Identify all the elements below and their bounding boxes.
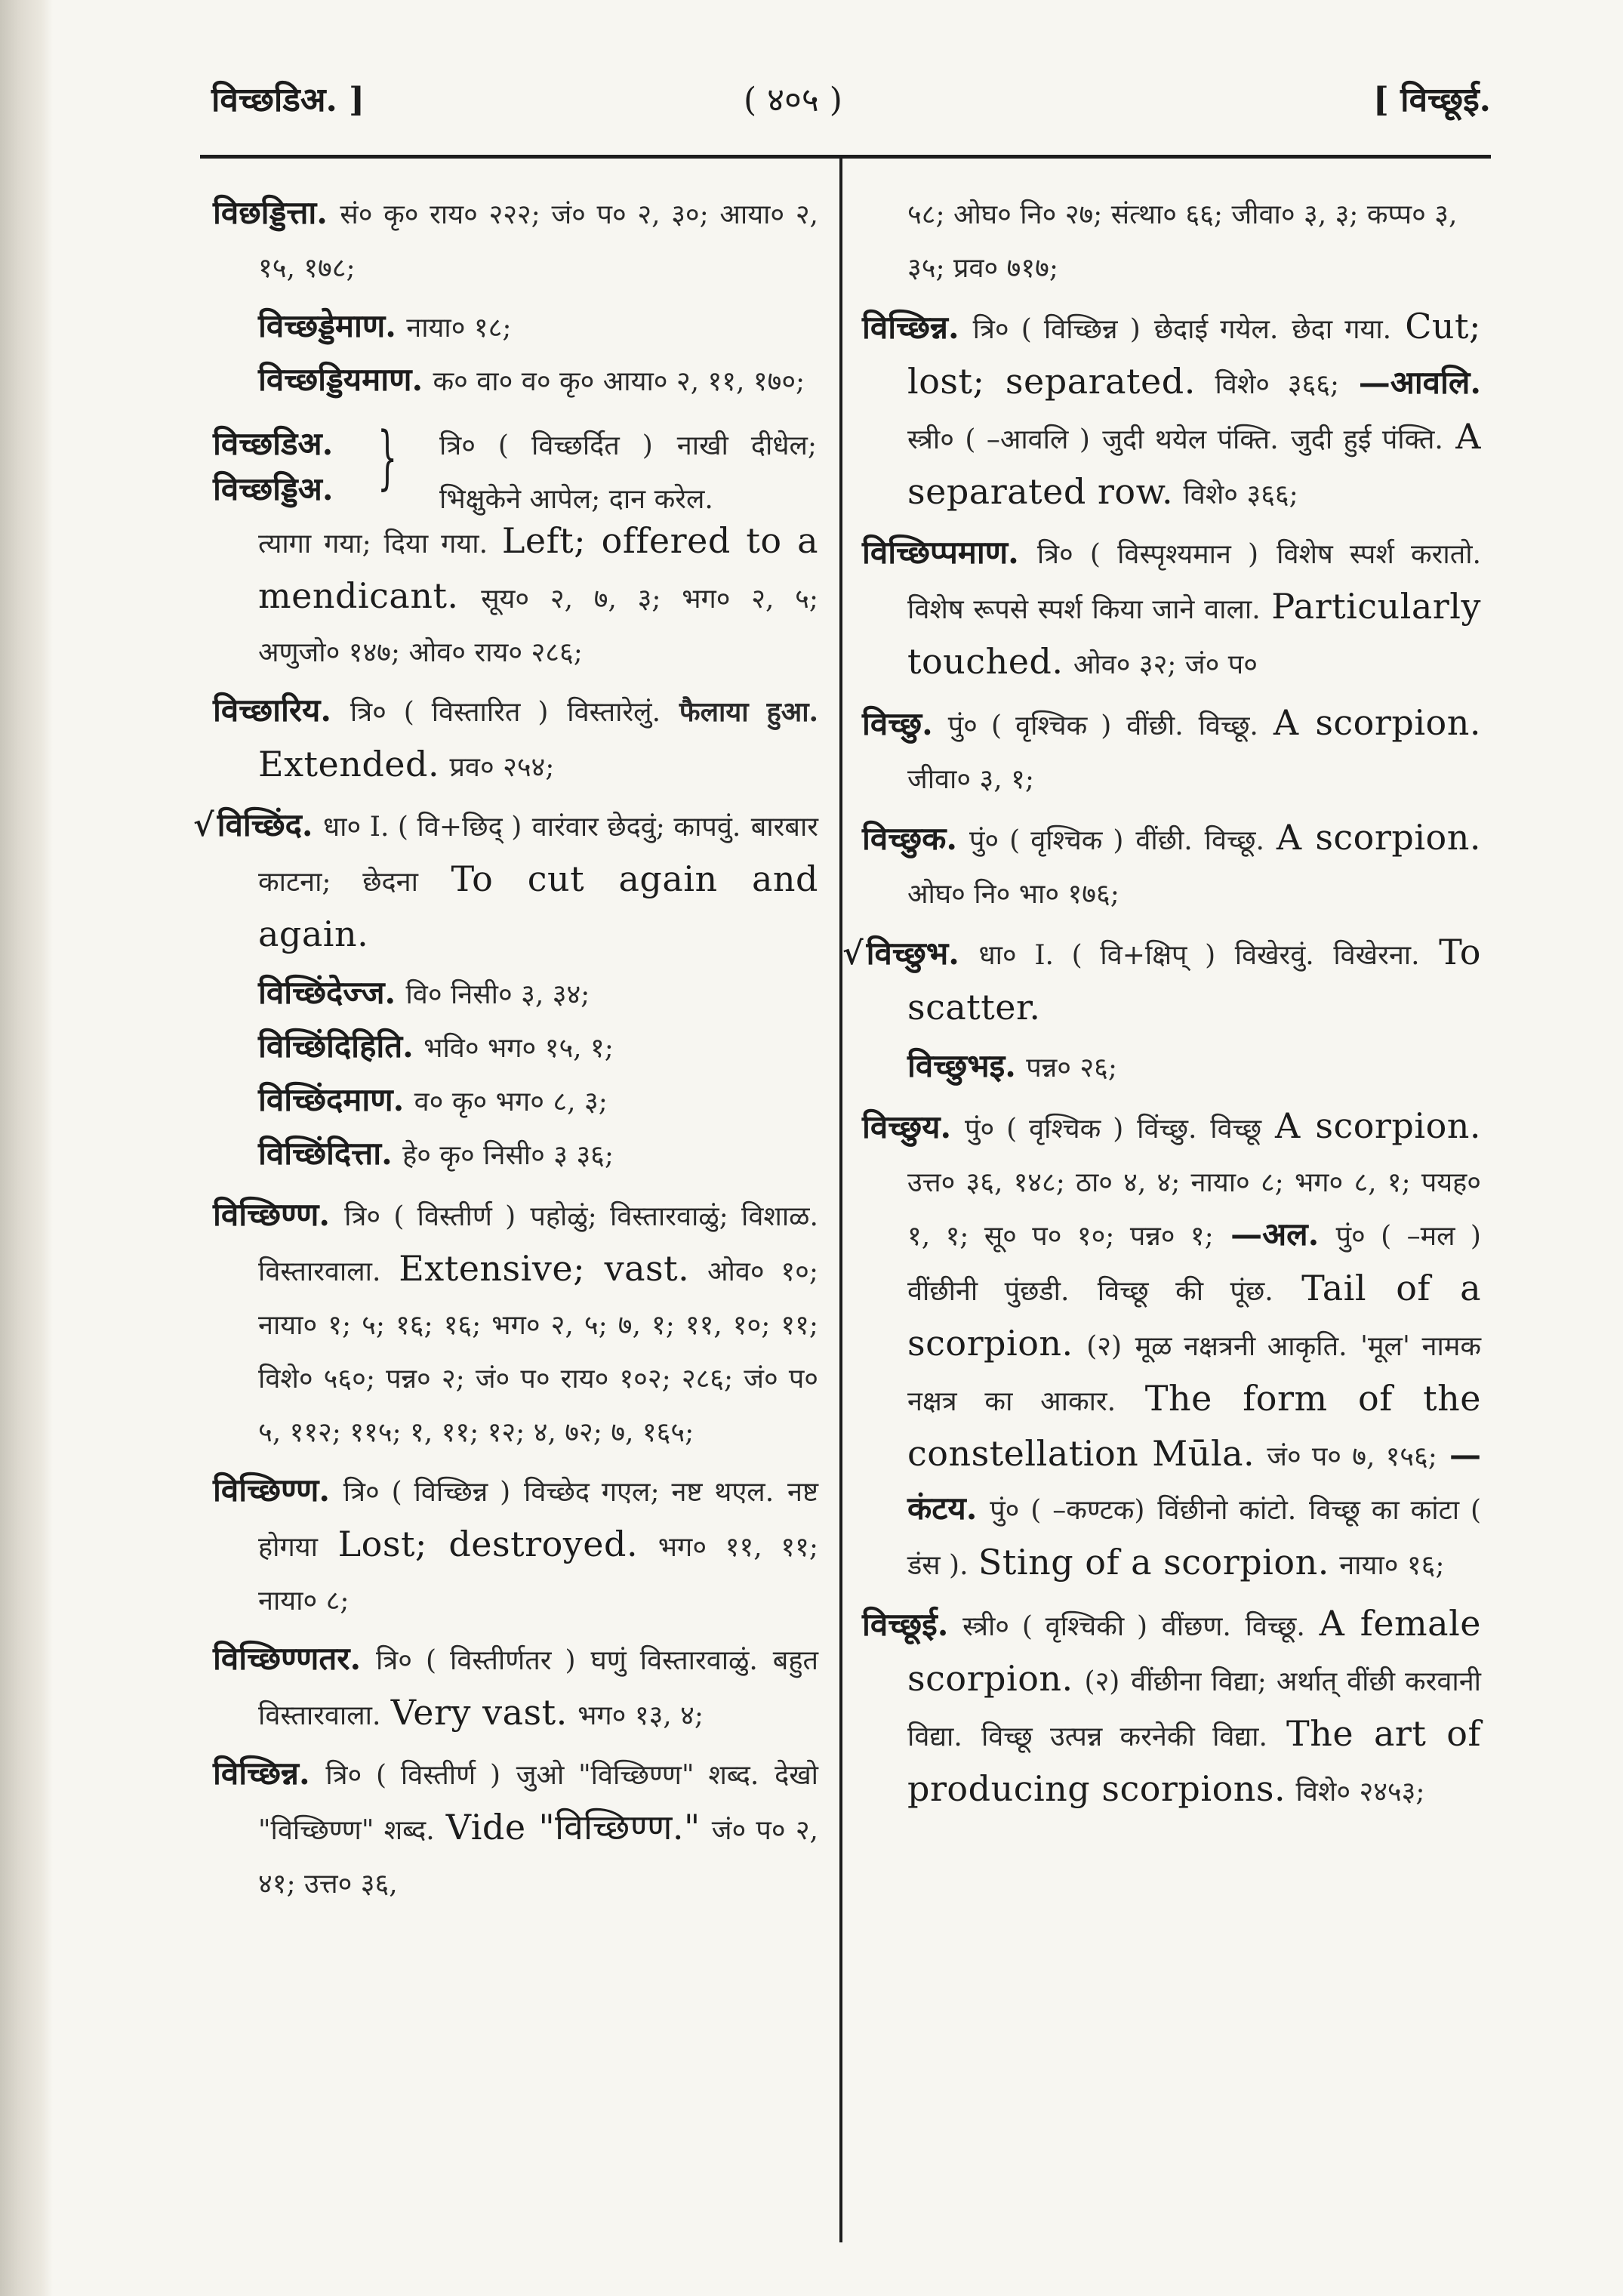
gujarati-gloss: विंछीनो कांटो. [1157, 1495, 1297, 1526]
hindi-gloss: विच्छू. [1198, 710, 1258, 741]
hindi-gloss: विच्छू. [1245, 1611, 1305, 1642]
headword: विच्छिंदित्ता. [258, 1135, 393, 1172]
reference: पन्न० २६; [1026, 1052, 1117, 1083]
reference: भवि० भग० १५, १; [423, 1033, 614, 1064]
english-gloss: A female scorpion. [907, 1603, 1482, 1699]
definition-continued [258, 515, 818, 679]
english-gloss: To cut again and again. [258, 858, 819, 954]
entry-vichhinna-extensive [213, 1189, 818, 1459]
reference: सूय० २, ७, ३; भग० २, ५; अणुजो० १४७; ओव० राय० २८६; [258, 584, 818, 668]
hindi-gloss: छेदा गया. [1292, 314, 1392, 345]
grammar: पुं० ( वृश्चिक ) [947, 710, 1112, 741]
right-column [842, 187, 1482, 1824]
reference: भग० १३, ४; [577, 1700, 704, 1731]
reference: जं० प० ७, १५६; [1267, 1441, 1437, 1472]
entry-vichhinna-vide [213, 1748, 818, 1910]
english-gloss: A separated row. [907, 416, 1481, 512]
hindi-gloss: 'मूल' नामक नक्षत्र का आकार. [907, 1331, 1481, 1417]
hindi-gloss: विच्छू [1210, 1114, 1262, 1145]
page-header [200, 60, 1491, 143]
hindi-gloss: त्यागा गया; दिया गया. [258, 529, 488, 559]
headword: विच्छिंद. [217, 806, 313, 843]
english-gloss: Particularly touched. [907, 586, 1481, 682]
left-column [193, 187, 819, 1916]
english-gloss: Left; offered to a mendicant. [258, 520, 819, 616]
column-divider [839, 159, 842, 2242]
gujarati-gloss: विशेष स्पर्श करातो. [1277, 539, 1481, 570]
header-first-word: विच्छडिअ. ] [211, 81, 365, 119]
reference: ओव० ३२; जं० प० [1073, 649, 1258, 680]
entry-vichhuya [862, 1100, 1481, 1592]
reference: जीवा० ३, १; [907, 764, 1034, 795]
grammar: धा० I. ( वि+छिद् ) [323, 812, 522, 843]
grammar: पुं० ( वृश्चिक ) [965, 1114, 1124, 1145]
headword: विच्छिंदमाण. [258, 1081, 405, 1118]
entry-vichhu [862, 697, 1481, 806]
headword: विच्छुभ. [866, 935, 959, 972]
headword: विच्छु. [862, 705, 933, 742]
reference: विशे० ३६६; [1215, 369, 1340, 400]
subentry [213, 1021, 818, 1074]
hindi-gloss: विस्तारवाला. [258, 1256, 381, 1287]
headword: विछड्डित्ता. [213, 194, 328, 231]
grammar: त्रि० ( विच्छिन्न ) [972, 314, 1141, 345]
gujarati-gloss: विच्छेद गएल; नष्ट थएल. [524, 1477, 775, 1508]
english-gloss: Lost; destroyed. [337, 1524, 639, 1564]
reference: जं० प० २, ४१; उत्त० ३६, [258, 1815, 818, 1900]
reference: क० वा० व० कृ० आया० २, ११, १७०; [433, 366, 805, 397]
gujarati-gloss: विस्तारेलुं. [567, 697, 661, 728]
headword: विच्छुभइ. [907, 1047, 1016, 1084]
hindi-gloss: बारबार काटना; छेदना [258, 812, 818, 898]
grammar: धा० I. ( वि+क्षिप् ) [978, 940, 1216, 971]
grammar: पुं० ( वृश्चिक ) [969, 825, 1124, 856]
gujarati-gloss: वारंवार छेदवुं; कापवुं. [531, 812, 741, 843]
headword: विच्छिंदिहिति. [258, 1028, 414, 1065]
english-gloss: Very vast. [390, 1692, 568, 1733]
headword: विच्छडिअ. [213, 425, 334, 462]
hindi-gloss: विच्छू उत्पन्न करनेकी विद्या. [981, 1721, 1267, 1752]
grammar: स्त्री० ( वृश्चिकी ) [962, 1611, 1148, 1642]
header-last-word: [ विच्छूई. [1373, 81, 1491, 119]
gujarati-gloss: वींछी. [1135, 825, 1193, 856]
entry-vichhariya [213, 685, 818, 794]
subentry [213, 354, 818, 408]
headword: विच्छिण्णतर. [213, 1640, 362, 1677]
subentry [213, 300, 818, 354]
hindi-gloss: जुदी हुई पंक्ति. [1291, 424, 1443, 455]
gujarati-gloss: मूळ नक्षत्रनी आकृति. [1135, 1331, 1347, 1362]
gujarati-gloss: जुदी थयेल पंक्ति. [1102, 424, 1279, 455]
gujarati-gloss: विखेरवुं. [1234, 940, 1314, 971]
headword: विच्छिंदेज्ज. [258, 974, 396, 1011]
hindi-gloss: फैलाया हुआ. [679, 696, 819, 728]
entry-vichhaddita [213, 187, 818, 294]
english-gloss: A scorpion. [1276, 817, 1481, 858]
subentry [213, 1074, 818, 1128]
gujarati-gloss: वींछीनी पुंछडी. [907, 1276, 1070, 1307]
reference: नाया० १६; [1339, 1550, 1445, 1581]
reference: विशे० २४५३; [1295, 1777, 1425, 1808]
english-gloss: A scorpion. [1273, 702, 1481, 743]
grammar: त्रि० ( विस्तारित ) [350, 697, 549, 728]
entry-vichhinda [193, 800, 819, 961]
page-number: ( ४०५ ) [744, 81, 842, 119]
headword: विच्छिन्न. [213, 1755, 310, 1792]
hindi-gloss: विशेष रूपसे स्पर्श किया जाने वाला. [907, 594, 1261, 625]
reference: विशे० ३६६; [1183, 479, 1298, 510]
gujarati-gloss: नाखी दीधेल; भिक्षुकेने आपेल; दान करेल. [439, 430, 818, 515]
english-gloss: Tail of a scorpion. [907, 1268, 1481, 1364]
headword: विच्छिण्ण. [213, 1472, 330, 1509]
headword: विच्छिन्न. [862, 309, 959, 346]
header-rule [200, 155, 1491, 159]
english-gloss: Extended. [258, 744, 440, 784]
grammar: स्त्री० ( –आवलि ) [907, 424, 1090, 455]
reference: प्रव० २५४; [449, 752, 555, 783]
entry-vichhuka [862, 812, 1481, 920]
reference: हे० कृ० निसी० ३ ३६; [402, 1140, 614, 1171]
hindi-gloss: बहुत विस्तारवाला. [258, 1645, 818, 1731]
gujarati-gloss: छेदाई गयेल. [1153, 314, 1279, 345]
subentry [862, 1040, 1481, 1094]
hindi-gloss: विच्छू. [1204, 825, 1264, 856]
headword: विच्छिण्ण. [213, 1196, 330, 1233]
grammar: पुं० ( –मल ) [1335, 1221, 1481, 1252]
gujarati-gloss: विंच्छु. [1137, 1114, 1197, 1145]
grammar: त्रि० ( विस्तीर्ण ) [325, 1760, 501, 1791]
root-check-mark: √ [193, 806, 214, 843]
reference: उत्त० ३६, १४८; ठा० ४, ४; नाया० ८; भग० ८, १; पयह० १, १; सू० प० १०; पन्न० १; [907, 1167, 1481, 1252]
reference: व० कृ० भग० ८, ३; [414, 1086, 608, 1117]
headword: विच्छुय. [862, 1108, 952, 1145]
grammar: त्रि० ( विच्छिन्न ) [343, 1477, 511, 1508]
binding-shadow [0, 0, 53, 2296]
reference: नाया० १८; [406, 313, 512, 344]
hindi-gloss: देखो "विच्छिण्ण" शब्द. [258, 1760, 818, 1846]
gujarati-gloss: वींछण. [1161, 1611, 1231, 1642]
brace-definition [439, 418, 817, 525]
gujarati-gloss: वींछीना विद्या; अर्थात् वींछी करवानी विद्या. [907, 1666, 1481, 1752]
english-gloss: To scatter. [907, 932, 1481, 1028]
grammar: त्रि० ( विस्पृश्यमान ) [1036, 539, 1259, 570]
entry-vichhadia: विच्छडिअ. विच्छड्डिअ. } त्रि० ( विच्छर्दित ) नाखी दीधेल; भिक्षुकेने आपेल; दान करेल. त्यागा गया; दिया गया. Left; offered to a mendicant. सूय० २, ७, ३; भग० २, ५; अणुजो० १४७; ओव० राय० २८६; [213, 418, 818, 679]
grammar: त्रि० ( विस्तीर्ण ) [344, 1201, 516, 1232]
headword: विच्छारिय. [213, 692, 332, 729]
headword: विच्छड्डियमाण. [258, 361, 423, 398]
entry-vichhinnatara [213, 1633, 818, 1742]
headword: विच्छुक. [862, 820, 958, 857]
reference: भग० ११, ११; नाया० ८; [258, 1532, 818, 1616]
reference: ओघ० नि० भा० १७६; [907, 879, 1119, 910]
subentry [213, 1128, 818, 1182]
entry-vichhinna-cut [862, 300, 1481, 521]
gujarati-gloss: वींछी. [1126, 710, 1184, 741]
compound-headword: —कंटय. [907, 1436, 1481, 1527]
hindi-gloss: नष्ट होगया [258, 1477, 819, 1563]
sense-number: (२) [1084, 1666, 1120, 1697]
hindi-gloss: विच्छू का कांटा ( डंस ). [907, 1495, 1481, 1581]
grammar: त्रि० ( विच्छर्दित ) [439, 430, 653, 461]
continued-reference [862, 187, 1481, 294]
compound-headword: —आवलि. [1358, 364, 1481, 401]
english-gloss: A scorpion. [1275, 1105, 1482, 1146]
english-gloss: Extensive; vast. [399, 1248, 690, 1289]
hindi-gloss: विच्छू की पूंछ. [1097, 1276, 1273, 1307]
gujarati-gloss: घणुं विस्तारवाळुं. [590, 1645, 758, 1676]
headword: विच्छड्डेमाण. [258, 307, 396, 344]
english-gloss: Vide "विच्छिण्ण." [445, 1807, 701, 1848]
english-gloss: Cut; lost; separated. [907, 306, 1481, 402]
entry-vichhinna-lost [213, 1465, 818, 1627]
entry-vichhubha [842, 926, 1481, 1034]
entry-vichhippamana [862, 527, 1481, 691]
gujarati-gloss: पहोळुं; विस्तारवाळुं; विशाळ. [530, 1201, 818, 1232]
english-gloss: The form of the constellation Mūla. [907, 1378, 1481, 1474]
grammar: त्रि० ( विस्तीर्णतर ) [376, 1645, 576, 1676]
compound-headword: —अल. [1230, 1216, 1320, 1253]
reference: ५८; ओघ० नि० २७; संत्था० ६६; जीवा० ३, ३; कप्प० ३, ३५; प्रव० ७१७; [907, 199, 1458, 284]
gujarati-gloss: जुओ "विच्छिण्ण" शब्द. [516, 1760, 759, 1791]
entry-vichhui [862, 1598, 1481, 1818]
english-gloss: Sting of a scorpion. [978, 1542, 1329, 1583]
english-gloss: The art of producing scorpions. [907, 1713, 1481, 1809]
sense-number: (२) [1086, 1331, 1123, 1362]
headword: विच्छूई. [862, 1606, 949, 1643]
reference: सं० कृ० राय० २२२; जं० प० २, ३०; आया० २, १५, १७८; [258, 199, 818, 284]
subentry [213, 967, 818, 1021]
headword-variant: विच्छड्डिअ. [213, 470, 334, 507]
reference: वि० निसी० ३, ३४; [405, 979, 590, 1010]
root-check-mark: √ [842, 935, 864, 972]
headword: विच्छिप्पमाण. [862, 534, 1019, 571]
reference: ओव० १०; नाया० १; ५; १६; १६; भग० २, ५; ७, १; ११, १०; ११; विशे० ५६०; पन्न० २; जं० प० राय० १०२; २८६; जं० प० ५, ११२; ११५; १, ११; १२; ४, ७२; ७, १६५; [258, 1256, 818, 1448]
grammar: पुं० ( –कण्टक) [990, 1495, 1145, 1526]
hindi-gloss: विखेरना. [1333, 940, 1420, 971]
